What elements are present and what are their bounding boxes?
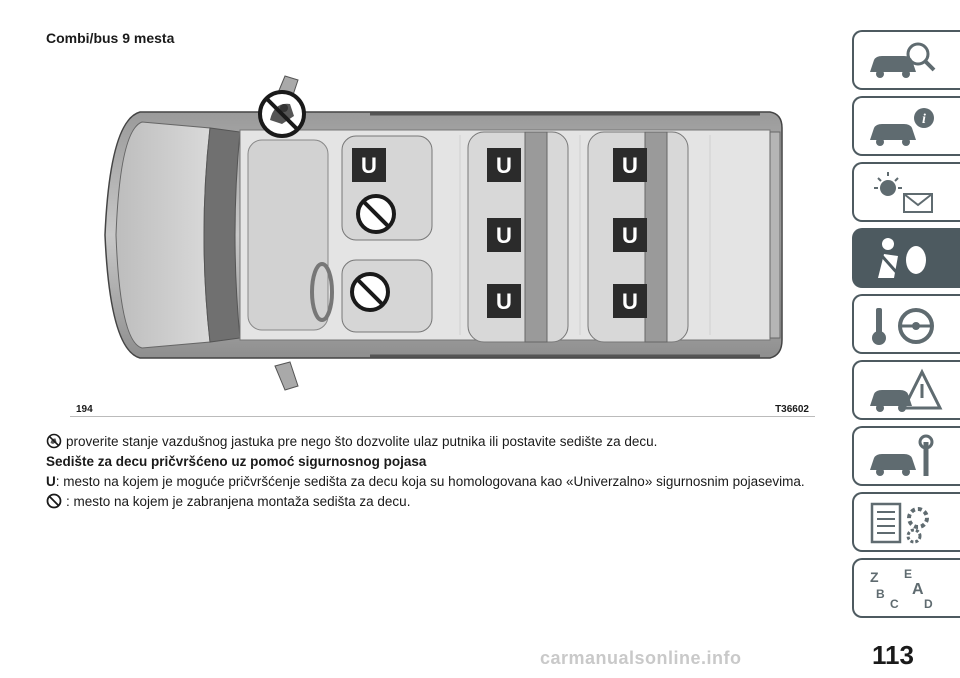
car-wrench-icon (864, 432, 944, 482)
airbag-child-seat-warning-icon (46, 433, 62, 449)
car-info-icon (864, 102, 944, 152)
svg-text:U: U (622, 223, 638, 248)
svg-text:i: i (922, 112, 926, 127)
warning-light-mail-icon (864, 168, 944, 218)
seat-u-row3-left (613, 148, 647, 182)
prohibited-definition (46, 493, 410, 511)
tab-technical-data[interactable] (852, 492, 960, 552)
figure-code: T36602 (775, 404, 809, 415)
u-letter: U (46, 474, 56, 489)
airbag-note (46, 433, 657, 451)
airbag-child-seat-warning-icon (260, 92, 304, 136)
svg-text:U: U (622, 289, 638, 314)
prohibited-icon-front-passenger (352, 274, 388, 310)
section-heading: Sedište za decu pričvršćeno uz pomoć sigurnosnog pojasa (46, 454, 427, 469)
alphabet-index-icon (864, 564, 944, 614)
svg-text:C: C (890, 597, 899, 611)
seat-u-row3-center (613, 218, 647, 252)
svg-text:U: U (622, 153, 638, 178)
u-definition (46, 473, 805, 491)
prohibited-icon-front-middle (358, 196, 394, 232)
vehicle-seat-diagram (70, 70, 815, 420)
tab-emergency[interactable] (852, 360, 960, 420)
tab-warning-lights[interactable] (852, 162, 960, 222)
svg-text:U: U (496, 153, 512, 178)
seat-u-row2-center (487, 218, 521, 252)
svg-text:E: E (904, 567, 913, 581)
tab-car-search[interactable] (852, 30, 960, 90)
seat-u-row2-left (487, 148, 521, 182)
section-title: Combi/bus 9 mesta (46, 30, 175, 46)
tab-maintenance[interactable] (852, 426, 960, 486)
key-steering-wheel-icon (864, 300, 944, 350)
figure-number: 194 (76, 404, 93, 415)
svg-text:B: B (876, 587, 885, 601)
svg-text:Z: Z (870, 569, 879, 585)
tab-safety[interactable] (852, 228, 960, 288)
tab-car-info[interactable] (852, 96, 960, 156)
prohibited-icon (46, 493, 62, 509)
tab-index[interactable] (852, 558, 960, 618)
seat-u-row2-right (487, 284, 521, 318)
seatbelt-airbag-icon (864, 234, 944, 284)
svg-text:U: U (496, 289, 512, 314)
van-top-view-illustration (70, 70, 815, 400)
document-gears-icon (864, 498, 944, 548)
car-search-icon (864, 36, 944, 86)
car-warning-triangle-icon (864, 366, 944, 416)
prohibited-definition-text: : mesto na kojem je zabranjena montaža sedišta za decu. (66, 494, 411, 509)
u-definition-text: : mesto na kojem je moguće pričvršćenje sedišta za decu koja su homologovana kao «Univerzalno» sigurnosnim pojasevima. (55, 474, 805, 489)
svg-text:D: D (924, 597, 933, 611)
figure-rule (70, 416, 815, 417)
svg-text:A: A (912, 581, 924, 598)
tab-starting-driving[interactable] (852, 294, 960, 354)
seat-u-front-center (352, 148, 386, 182)
watermark: carmanualsonline.info (540, 648, 742, 668)
svg-text:U: U (496, 223, 512, 248)
seat-u-row3-right (613, 284, 647, 318)
airbag-note-text: proverite stanje vazdušnog jastuka pre nego što dozvolite ulaz putnika ili postavite sedište za decu. (66, 434, 658, 449)
page-number: 113 (872, 640, 914, 670)
svg-text:U: U (361, 153, 377, 178)
